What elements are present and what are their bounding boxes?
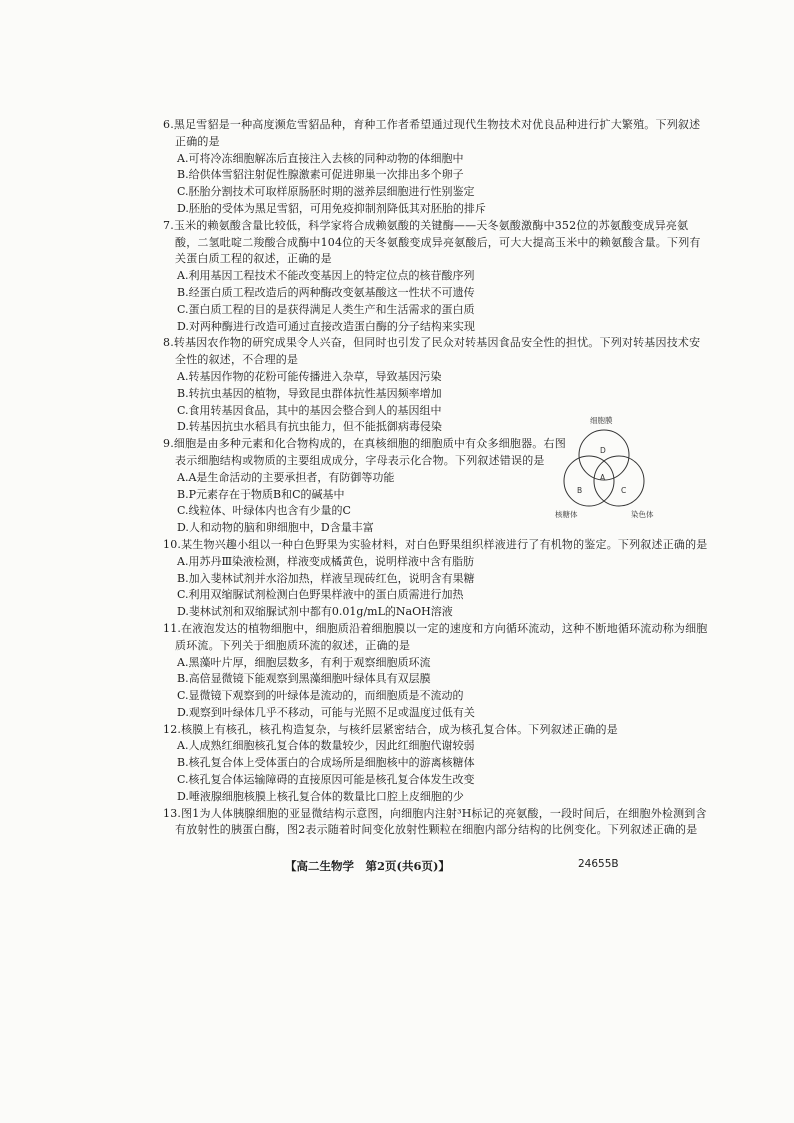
question-stem: 12.核膜上有核孔，核孔构造复杂，与核纤层紧密结合，成为核孔复合体。下列叙述正确的是 — [163, 722, 618, 736]
question-stem: 8.转基因农作物的研究成果令人兴奋，但同时也引发了民众对转基因食品安全性的担忧。下列对转基因技术安全性的叙述，不合理的是 — [163, 336, 701, 367]
label-a: A — [600, 473, 606, 482]
option-b: B.核孔复合体上受体蛋白的合成场所是细胞核中的游离核糖体 — [177, 756, 475, 770]
question-11 — [163, 621, 708, 722]
venn-diagram — [555, 413, 675, 523]
option-d: D.胚胎的受体为黑足雪貂，可用免疫抑制剂降低其对胚胎的排斥 — [177, 201, 486, 215]
option-b: B.P元素存在于物质B和C的碱基中 — [177, 487, 345, 501]
question-13 — [163, 806, 708, 840]
option-d: D.观察到叶绿体几乎不移动，可能与光照不足或温度过低有关 — [177, 705, 475, 719]
option-d: D.斐林试剂和双缩脲试剂中都有0.01g/mL的NaOH溶液 — [177, 605, 453, 619]
label-chromosome: 染色体 — [631, 510, 654, 519]
option-c: C.利用双缩脲试剂检测白色野果样液中的蛋白质需进行加热 — [177, 588, 464, 602]
option-a: A.转基因作物的花粉可能传播进入杂草，导致基因污染 — [177, 369, 442, 383]
option-d: D.对两种酶进行改造可通过直接改造蛋白酶的分子结构来实现 — [177, 319, 475, 333]
option-c: C.胚胎分割技术可取样原肠胚时期的滋养层细胞进行性别鉴定 — [177, 185, 475, 199]
label-ribosome: 核糖体 — [555, 510, 578, 519]
question-6 — [163, 117, 708, 218]
question-stem: 10.某生物兴趣小组以一种白色野果为实验材料，对白色野果组织样液进行了有机物的鉴定。下列叙述正确的是 — [163, 537, 708, 551]
option-c: C.食用转基因食品，其中的基因会整合到人的基因组中 — [177, 403, 442, 417]
exam-code: 24655B — [578, 858, 619, 870]
label-b: B — [577, 486, 583, 495]
question-stem: 13.图1为人体胰腺细胞的亚显微结构示意图，向细胞内注射³H标记的亮氨酸，一段时间后，在细胞外检测到含有放射性的胰蛋白酶，图2表示随着时间变化放射性颗粒在细胞内部分结构的比例变化。下列叙述正确的是 — [163, 806, 707, 837]
footer-title: 【高二生物学 第2页(共6页)】 — [285, 859, 450, 873]
label-cell-membrane: 细胞膜 — [590, 416, 613, 425]
option-a: A.人成熟红细胞核孔复合体的数量较少，因此红细胞代谢较弱 — [177, 739, 475, 753]
question-12 — [163, 722, 708, 806]
question-stem: 11.在液泡发达的植物细胞中，细胞质沿着细胞膜以一定的速度和方向循环流动，这种不断地循环流动称为细胞质环流。下列关于细胞质环流的叙述，正确的是 — [163, 621, 708, 652]
question-stem: 7.玉米的赖氨酸含量比较低，科学家将合成赖氨酸的关键酶——天冬氨酸激酶中352位的苏氨酸变成异亮氨酸，二氢吡啶二羧酸合成酶中104位的天冬氨酸变成异亮氨酸后，可大大提高玉米中的赖氨酸含量。下列有关蛋白质工程的叙述，正确的是 — [163, 218, 701, 266]
label-c: C — [621, 486, 627, 495]
option-b: B.转抗虫基因的植物，导致昆虫群体抗性基因频率增加 — [177, 386, 442, 400]
question-10 — [163, 537, 708, 621]
option-c: C.核孔复合体运输障碍的直接原因可能是核孔复合体发生改变 — [177, 773, 475, 787]
option-b: B.经蛋白质工程改造后的两种酶改变氨基酸这一性状不可遗传 — [177, 285, 475, 299]
option-a: A.黑藻叶片厚，细胞层数多，有利于观察细胞质环流 — [177, 655, 431, 669]
option-a: A.利用基因工程技术不能改变基因上的特定位点的核苷酸序列 — [177, 269, 475, 283]
question-stem: 6.黑足雪貂是一种高度濒危雪貂品种，育种工作者希望通过现代生物技术对优良品种进行扩大繁殖。下列叙述正确的是 — [163, 118, 701, 148]
option-a: A.可将冷冻细胞解冻后直接注入去核的同种动物的体细胞中 — [177, 151, 464, 165]
option-b: B.加入斐林试剂并水浴加热，样液呈现砖红色，说明含有果糖 — [177, 571, 475, 585]
option-c: C.蛋白质工程的目的是获得满足人类生产和生活需求的蛋白质 — [177, 302, 475, 316]
ribosome-circle — [564, 456, 614, 506]
option-a: A.A是生命活动的主要承担者，有防御等功能 — [177, 470, 395, 484]
question-stem: 9.细胞是由多种元素和化合物构成的，在真核细胞的细胞质中有众多细胞器。右图表示细胞结构或物质的主要组成成分，字母表示化合物。下列叙述错误的是 — [163, 437, 566, 467]
option-d: D.转基因抗虫水稻具有抗虫能力，但不能抵御病毒侵染 — [177, 420, 442, 434]
option-d: D.唾液腺细胞核膜上核孔复合体的数量比口腔上皮细胞的少 — [177, 789, 464, 803]
option-b: B.高倍显微镜下能观察到黑藻细胞叶绿体具有双层膜 — [177, 672, 431, 686]
option-a: A.用苏丹Ⅲ染液检测，样液变成橘黄色，说明样液中含有脂肪 — [177, 554, 475, 568]
option-c: C.显微镜下观察到的叶绿体是流动的，而细胞质是不流动的 — [177, 689, 464, 703]
question-7 — [163, 218, 708, 336]
option-b: B.给供体雪貂注射促性腺激素可促进卵巢一次排出多个卵子 — [177, 168, 464, 182]
label-d: D — [600, 446, 606, 455]
option-d: D.人和动物的脑和卵细胞中，D含量丰富 — [177, 521, 374, 535]
option-c: C.线粒体、叶绿体内也含有少量的C — [177, 504, 351, 518]
